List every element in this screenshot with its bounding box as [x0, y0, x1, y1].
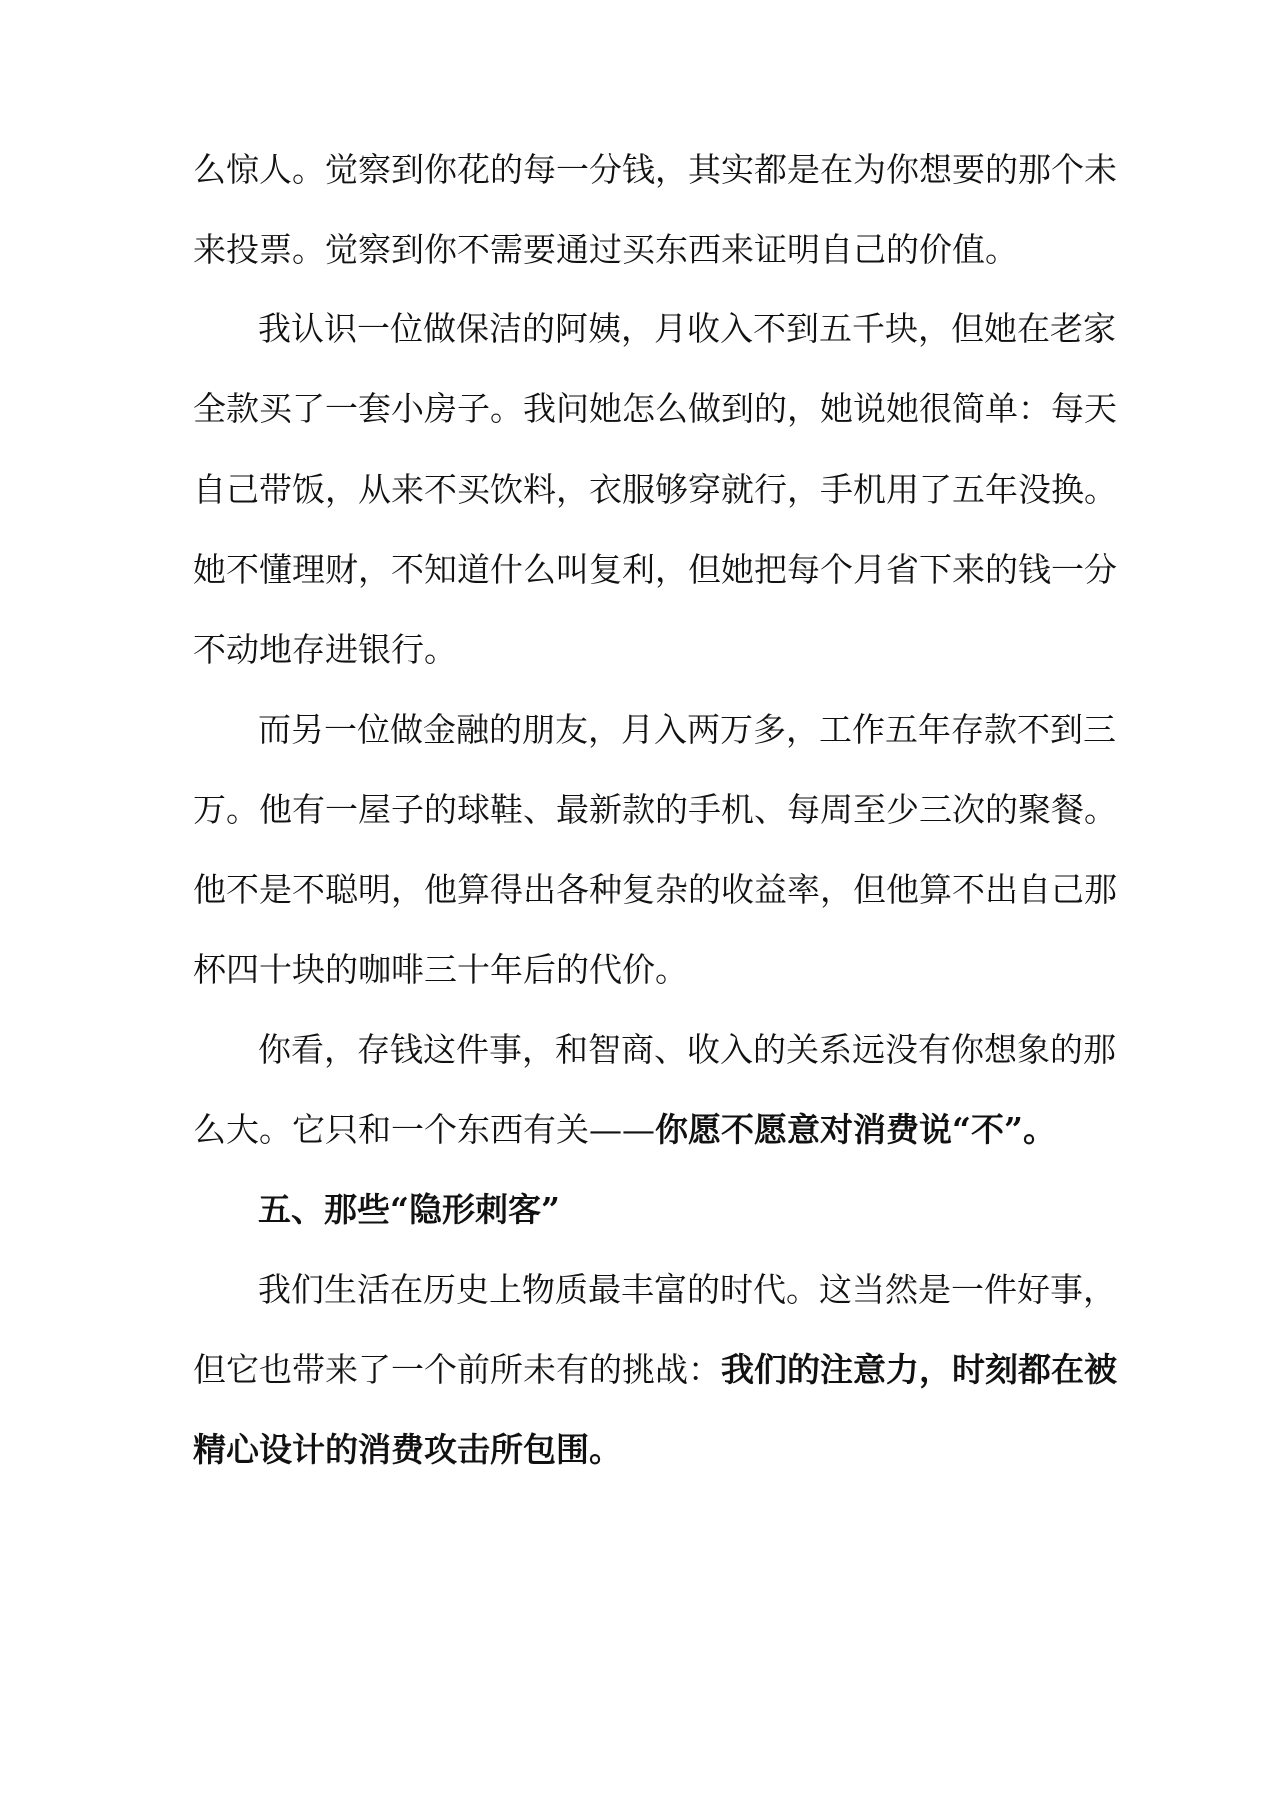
paragraph-line — [193, 148, 1117, 192]
paragraph-line — [258, 708, 1158, 752]
line-text: 他不是不聪明，他算得出各种复杂的收益率，但他算不出自己那 — [193, 870, 1117, 909]
paragraph-line — [193, 387, 1117, 431]
paragraph-line — [193, 548, 1117, 592]
paragraph-line — [193, 1108, 1093, 1152]
line-text: 你看，存钱这件事，和智商、收入的关系远没有你想象的那 — [258, 1030, 1116, 1069]
line-text: 我认识一位做保洁的阿姨，月收入不到五千块，但她在老家 — [258, 309, 1116, 348]
section-heading — [258, 1188, 1158, 1232]
line-text: 而另一位做金融的朋友，月入两万多，工作五年存款不到三 — [258, 710, 1116, 749]
line-text: 万。他有一屋子的球鞋、最新款的手机、每周至少三次的聚餐。 — [193, 790, 1117, 829]
line-text: 自己带饭，从来不买饮料，衣服够穿就行，手机用了五年没换。 — [193, 470, 1117, 509]
line-text: 全款买了一套小房子。我问她怎么做到的，她说她很简单：每天 — [193, 389, 1117, 428]
paragraph-line — [193, 788, 1117, 832]
paragraph-line — [258, 1028, 1158, 1072]
paragraph-line — [193, 1428, 1093, 1472]
line-text: 她不懂理财，不知道什么叫复利，但她把每个月省下来的钱一分 — [193, 550, 1117, 589]
paragraph-line — [193, 628, 1093, 672]
paragraph-line — [193, 948, 1093, 992]
line-text: 精心设计的消费攻击所包围。 — [193, 1430, 622, 1469]
paragraph-line — [193, 1348, 1117, 1392]
line-emphasis: 你愿不愿意对消费说“不”。 — [655, 1110, 1056, 1149]
line-text: 但它也带来了一个前所未有的挑战： — [193, 1350, 721, 1389]
paragraph-line — [258, 1268, 1158, 1312]
line-text: 么惊人。觉察到你花的每一分钱，其实都是在为你想要的那个未 — [193, 150, 1117, 189]
line-text: 不动地存进银行。 — [193, 630, 457, 669]
paragraph-line — [193, 868, 1117, 912]
line-text: 我们生活在历史上物质最丰富的时代。这当然是一件好事， — [258, 1270, 1116, 1309]
heading-text: 五、那些“隐形刺客” — [258, 1190, 560, 1229]
paragraph-line — [193, 468, 1117, 512]
line-text: 来投票。觉察到你不需要通过买东西来证明自己的价值。 — [193, 230, 1018, 269]
paragraph-line — [258, 307, 1158, 351]
line-text: 么大。它只和一个东西有关—— — [193, 1110, 655, 1149]
paragraph-line — [193, 228, 1093, 272]
line-emphasis: 我们的注意力，时刻都在被 — [721, 1350, 1117, 1389]
line-text: 杯四十块的咖啡三十年后的代价。 — [193, 950, 688, 989]
